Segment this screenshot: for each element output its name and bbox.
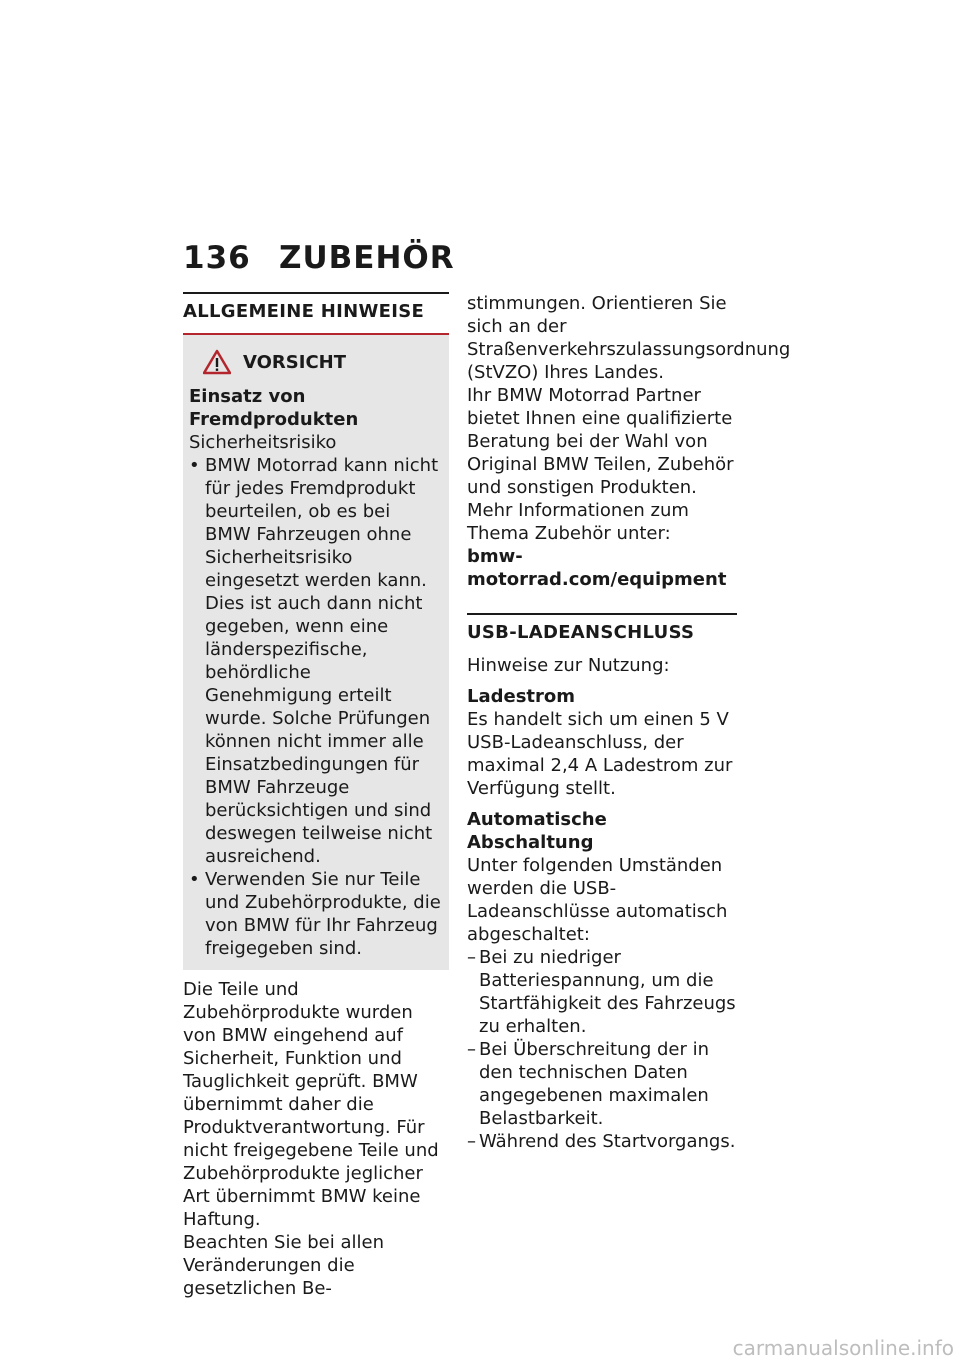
section-title-usb: USB-LADEANSCHLUSS xyxy=(467,613,737,654)
warning-label: VORSICHT xyxy=(243,351,346,373)
list-item: – Bei Überschreitung der in den technischen Daten angegebenen maximalen Belastbarkeit. xyxy=(467,1038,737,1130)
dash-list xyxy=(467,946,737,1153)
list-item: • BMW Motorrad kann nicht für jedes Fremdprodukt beurteilen, ob es bei BMW Fahrzeugen ohne Sicherheitsrisiko eingesetzt werden kann. Dies ist auch dann nicht gegeben, wenn eine länderspezifische, behördliche Genehmigung erteilt wurde. Solche Prüfungen können nicht immer alle Einsatzbedingungen für BMW Fahrzeuge berücksichtigen und sind deswegen teilweise nicht ausreichend. xyxy=(189,454,441,868)
paragraph: Mehr Informationen zum Thema Zubehör unter: xyxy=(467,500,689,544)
paragraph: Unter folgenden Umständen werden die USB-Ladeanschlüsse automatisch abgeschaltet: xyxy=(467,855,728,945)
subheading-ladestrom: Ladestrom xyxy=(467,686,576,707)
paragraph: Ihr BMW Motorrad Partner bietet Ihnen eine qualifizierte Beratung bei der Wahl von Original BMW Teilen, Zubehör und sonstigen Produkten. xyxy=(467,385,734,498)
paragraph: Hinweise zur Nutzung: xyxy=(467,655,670,676)
list-item: – Bei zu niedriger Batteriespannung, um die Startfähigkeit des Fahrzeugs zu erhalten. xyxy=(467,946,737,1038)
list-item: – Während des Startvorgangs. xyxy=(467,1130,737,1153)
page-header xyxy=(183,240,455,276)
warning-bullet-list xyxy=(189,454,441,960)
left-column xyxy=(183,292,449,1300)
list-item: • Verwenden Sie nur Teile und Zubehörprodukte, die von BMW für Ihr Fahrzeug freigegeben sind. xyxy=(189,868,441,960)
warning-header xyxy=(189,349,441,375)
section-title-allgemeine: ALLGEMEINE HINWEISE xyxy=(183,292,449,335)
paragraph: Es handelt sich um einen 5 V USB-Ladeanschluss, der maximal 2,4 A Ladestrom zur Verfügung stellt. xyxy=(467,709,733,799)
warning-heading: Einsatz von Fremdprodukten xyxy=(189,386,359,430)
right-column xyxy=(467,292,791,1153)
subheading-abschaltung: Automatische Abschaltung xyxy=(467,809,607,853)
paragraph: stimmungen. Orientieren Sie sich an der Straßenverkehrszulassungsordnung (StVZO) Ihres Landes. xyxy=(467,293,791,383)
paragraph: Beachten Sie bei allen Veränderungen die gesetzlichen Be- xyxy=(183,1232,384,1299)
warning-triangle-icon xyxy=(203,349,231,375)
page-number: 136 xyxy=(183,240,251,276)
warning-subheading: Sicherheitsrisiko xyxy=(189,432,337,453)
paragraph: Die Teile und Zubehörprodukte wurden von BMW eingehend auf Sicherheit, Funktion und Tauglichkeit geprüft. BMW übernimmt daher die Produktverantwortung. Für nicht freigegebene Teile und Zubehörprodukte jeglicher Art übernimmt BMW keine Haftung. xyxy=(183,979,439,1230)
equipment-link[interactable]: bmw-motorrad.com/equipment xyxy=(467,546,727,590)
watermark: carmanualsonline.info xyxy=(732,1336,954,1360)
chapter-title: ZUBEHÖR xyxy=(279,240,455,276)
warning-box xyxy=(183,335,449,970)
